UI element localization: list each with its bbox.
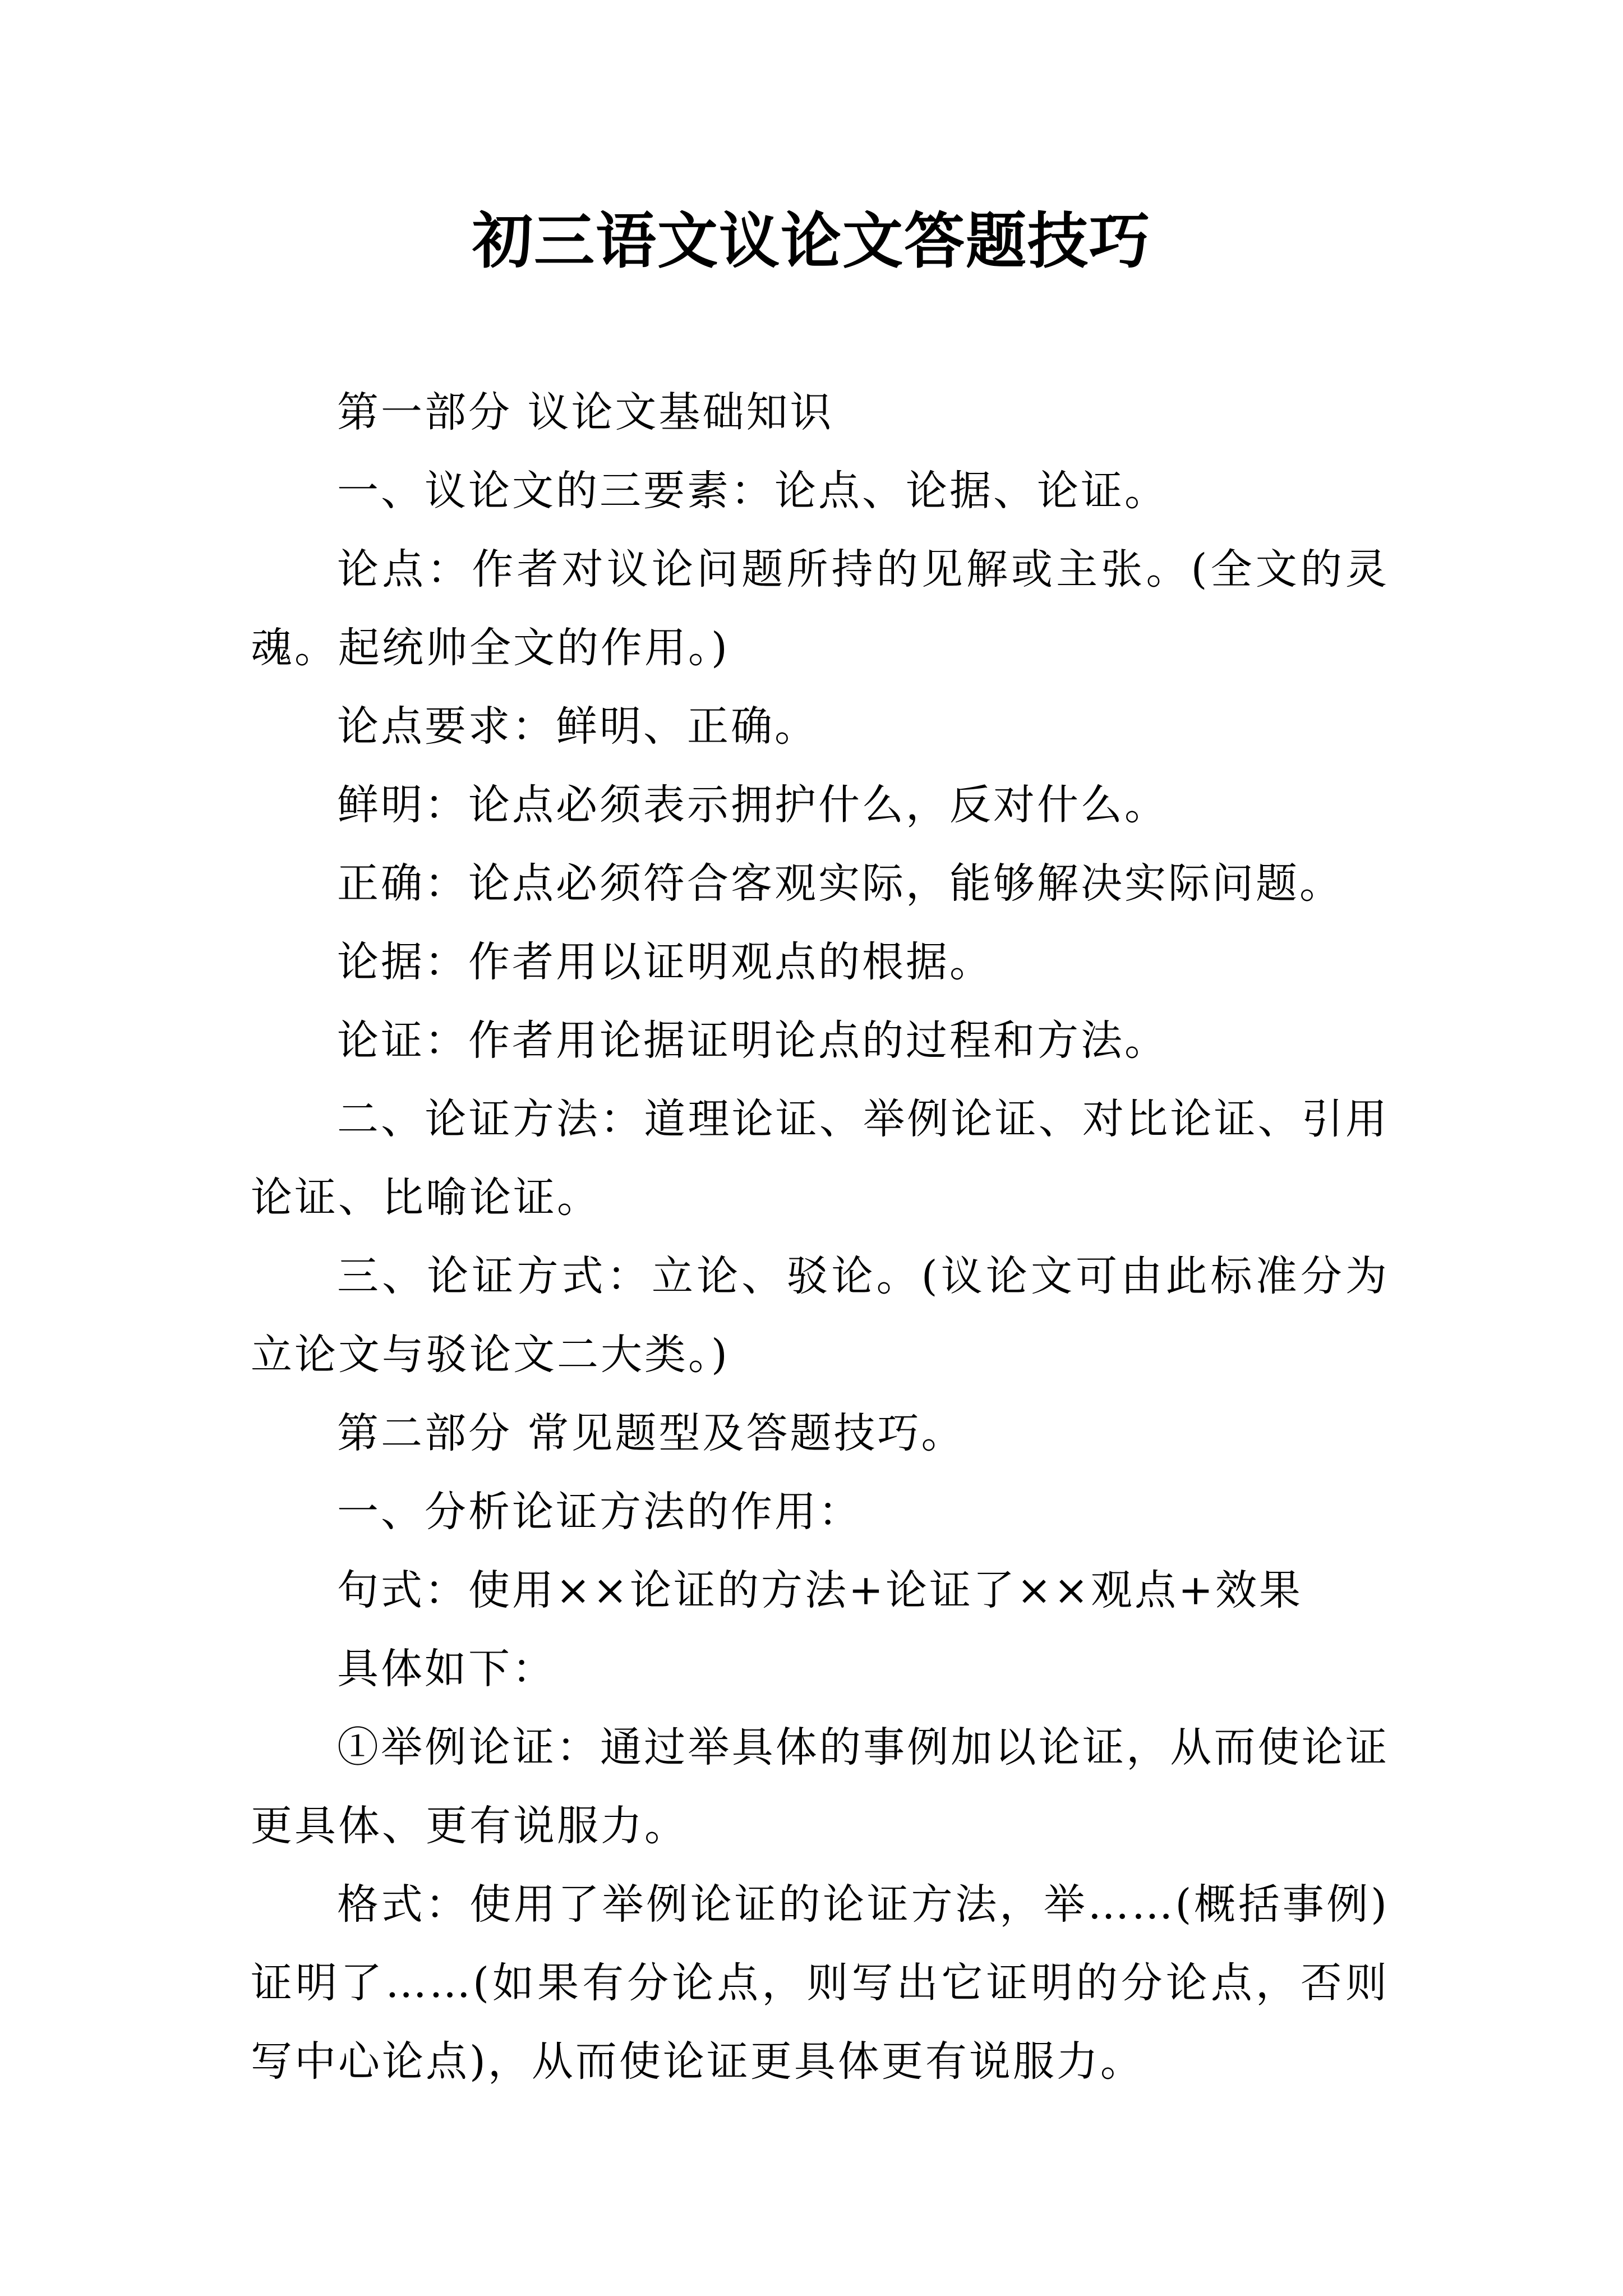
paragraph-sentence-pattern: 句式：使用××论证的方法+论证了××观点+效果 [337,1566,1303,1614]
paragraph-argument-requirements: 论点要求：鲜明、正确。 [337,702,818,751]
paragraph-argument-methods: 二、论证方法：道理论证、举例论证、对比论证、引用论证、比喻论证。 [251,1095,1389,1222]
paragraph-details-intro: 具体如下： [337,1645,556,1693]
paragraph-argument-definition: 论点：作者对议论问题所持的见解或主张。(全文的灵魂。起统帅全文的作用。) [251,545,1389,672]
document-title: 初三语文议论文答题技巧 [472,206,1151,277]
paragraph-evidence: 论据：作者用以证明观点的根据。 [337,938,993,986]
paragraph-argument-modes: 三、论证方式：立论、驳论。(议论文可由此标准分为立论文与驳论文二大类。) [251,1252,1389,1379]
paragraph-part-two-heading: 第二部分 常见题型及答题技巧。 [337,1409,965,1457]
paragraph-correct: 正确：论点必须符合客观实际，能够解决实际问题。 [337,859,1343,908]
paragraph-part-one-heading: 第一部分 议论文基础知识 [337,388,834,436]
document-body [251,373,1389,2101]
paragraph-analysis-heading: 一、分析论证方法的作用： [337,1488,862,1536]
paragraph-reasoning: 论证：作者用论据证明论点的过程和方法。 [337,1016,1168,1065]
paragraph-format: 格式：使用了举例论证的论证方法，举……(概括事例)证明了……(如果有分论点，则写出它证明的分论点，否则写中心论点)，从而使论证更具体更有说服力。 [251,1880,1389,2086]
paragraph-three-elements: 一、议论文的三要素：论点、论据、论证。 [337,467,1168,515]
paragraph-clear: 鲜明：论点必须表示拥护什么，反对什么。 [337,781,1168,829]
paragraph-example-argument: ①举例论证：通过举具体的事例加以论证，从而使论证更具体、更有说服力。 [251,1723,1389,1850]
